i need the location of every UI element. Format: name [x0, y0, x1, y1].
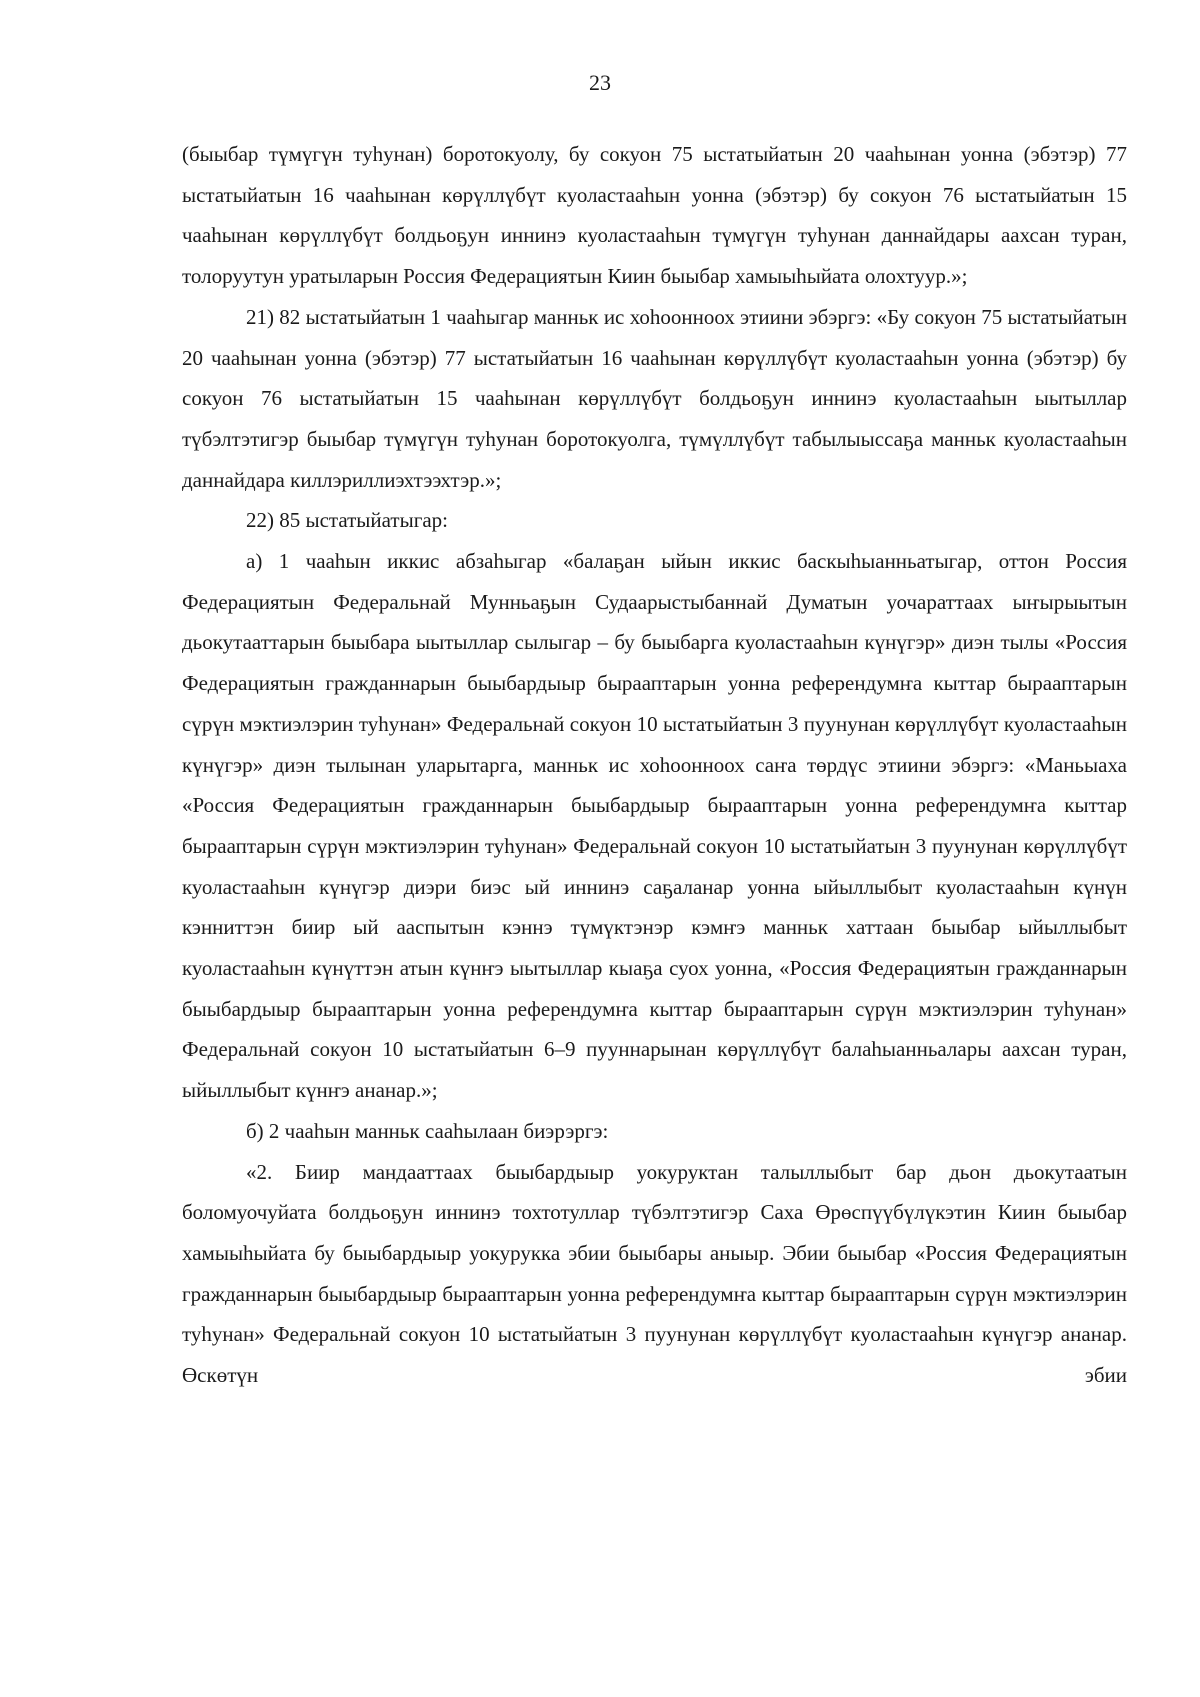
paragraph-subitem-b: б) 2 чааһын манньк сааһылаан биэрэргэ: [246, 1118, 609, 1143]
document-body [182, 134, 1127, 1396]
page-number: 23 [589, 70, 611, 95]
paragraph-item-21: 21) 82 ыстатыйатын 1 чааһыгар манньк ис хоһоонноох этиини эбэргэ: «Бу сокуон 75 ыстатыйатын 20 чааһынан уонна (эбэтэр) 77 ыстатыйатын 16 чааһынан көрүллүбүт куоластааһын уонна (эбэтэр) бу сокуон 76 ыстатыйатын 15 чааһынан көрүллүбүт болдьоҕун иннинэ куоластааһын ыытыллар түбэлтэтигэр быыбар түмүгүн туһунан боротокуолга, түмүллүбүт табылыыссаҕа манньк куоластааһын даннайдара киллэриллиэхтээхтэр.»; [182, 304, 1127, 492]
paragraph-subitem-a: а) 1 чааһын иккис абзаһыгар «балаҕан ыйын иккис баскыһыанньатыгар, оттон Россия Федерациятын Федеральнай Мунньаҕын Судаарыстыбаннай Думатын уочараттаах ыҥырыытын дьокутааттарын быыбара ыытыллар сылыгар – бу быыбарга куоластааһын күнүгэр» диэн тылы «Россия Федерациятын гражданнарын быыбардыыр бырааптарын уонна референдумҥа кыттар бырааптарын сүрүн мэктиэлэрин туһунан» Федеральнай сокуон 10 ыстатыйатын 3 пуунунан көрүллүбүт куоластааһын күнүгэр» диэн тылынан уларытарга, манньк ис хоһоонноох саҥа төрдүс этиини эбэргэ: «Маньыаха «Россия Федерациятын гражданнарын быыбардыыр бырааптарын уонна референдумҥа кыттар бырааптарын сүрүн мэктиэлэрин туһунан» Федеральнай сокуон 10 ыстатыйатын 3 пуунунан көрүллүбүт куоластааһын күнүгэр диэри биэс ый иннинэ саҕаланар уонна ыйыллыбыт куоластааһын күнүн кэнниттэн биир ый ааспытын кэннэ түмүктэнэр кэмҥэ манньк хаттаан быыбар ыйыллыбыт куоластааһын күнүттэн атын күнҥэ ыытыллар кыаҕа суох уонна, «Россия Федерациятын гражданнарын быыбардыыр бырааптарын уонна референдумҥа кыттар бырааптарын сүрүн мэктиэлэрин туһунан» Федеральнай сокуон 10 ыстатыйатын 6–9 пууннарынан көрүллүбүт балаһыанньалары аахсан туран, ыйыллыбыт күнҥэ ананар.»; [182, 549, 1127, 1103]
paragraph-item-22: 22) 85 ыстатыйатыгар: [246, 508, 448, 533]
paragraph-quoted-part-2: «2. Биир мандааттаах быыбардыыр уокуруктан талыллыбыт бар дьон дьокутаатын боломуочуйата болдьоҕун иннинэ тохтотуллар түбэлтэтигэр Саха Өрөспүүбүлүкэтин Киин быыбар хамыыһыйата бу быыбардыыр уокурукка эбии быыбары аныыр. Эбии быыбар «Россия Федерациятын гражданнарын быыбардыыр бырааптарын уонна референдумҥа кыттар бырааптарын сүрүн мэктиэлэрин туһунан» Федеральнай сокуон 10 ыстатыйатын 3 пуунунан көрүллүбүт куоластааһын күнүгэр ананар. Өскөтүн эбии [182, 1159, 1127, 1388]
paragraph-continuation: (быыбар түмүгүн туһунан) боротокуолу, бу сокуон 75 ыстатыйатын 20 чааһынан уонна (эбэтэр) 77 ыстатыйатын 16 чааһынан көрүллүбүт куоластааһын уонна (эбэтэр) бу сокуон 76 ыстатыйатын 15 чааһынан көрүллүбүт болдьоҕун иннинэ куоластааһын түмүгүн туһунан даннайдары аахсан туран, толоруутун уратыларын Россия Федерациятын Киин быыбар хамыыһыйата олохтуур.»; [182, 142, 1127, 289]
